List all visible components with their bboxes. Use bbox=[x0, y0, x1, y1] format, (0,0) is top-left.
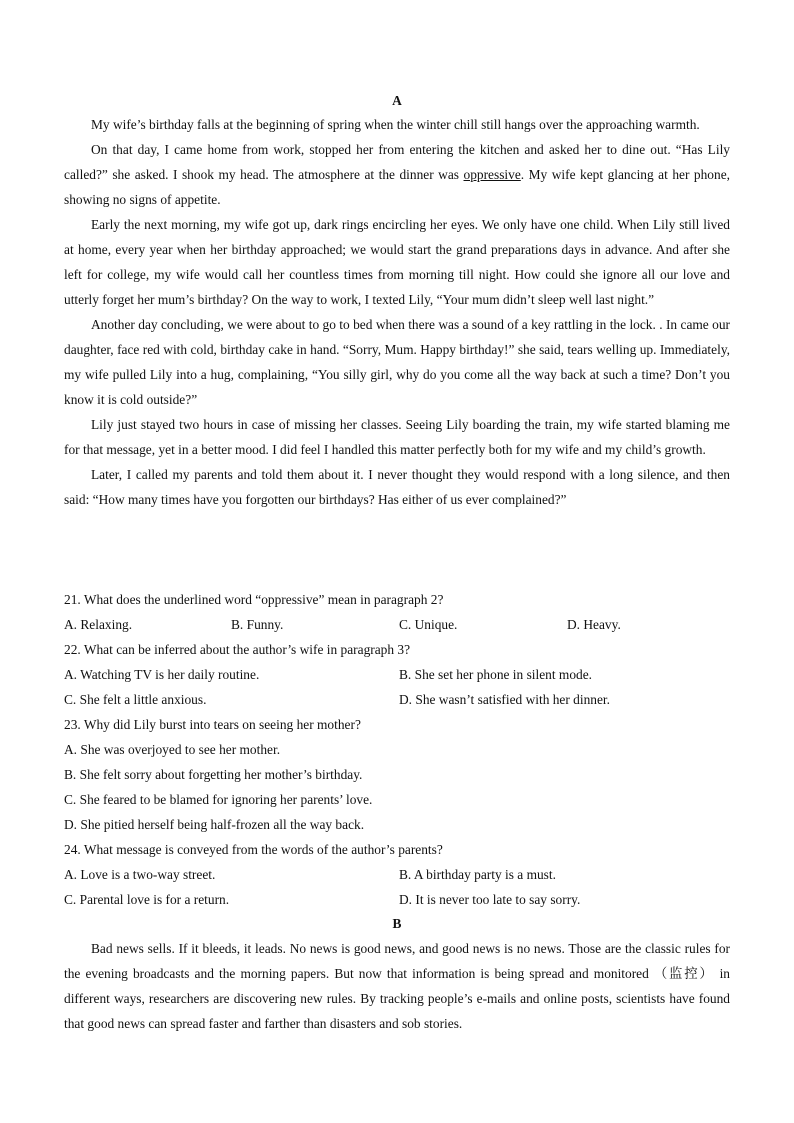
question-24-stem: 24. What message is conveyed from the words of the author’s parents? bbox=[64, 842, 443, 857]
passage-a-paragraph-1: My wife’s birthday falls at the beginning of spring when the winter chill still hangs over the approaching warmth. bbox=[91, 117, 700, 132]
question-22-option-c: C. She felt a little anxious. bbox=[64, 692, 207, 707]
paragraph-2-text-after: . My wife kept glancing at her phone, showing no signs of appetite. bbox=[64, 167, 730, 207]
passage-b bbox=[64, 936, 730, 1036]
question-24-option-a: A. Love is a two-way street. bbox=[64, 867, 216, 882]
question-22-option-b: B. She set her phone in silent mode. bbox=[399, 667, 593, 682]
question-21-option-a: A. Relaxing. bbox=[64, 617, 133, 632]
question-23-option-c: C. She feared to be blamed for ignoring her parents’ love. bbox=[64, 792, 373, 807]
section-a-heading: A bbox=[392, 93, 402, 108]
question-24-option-d: D. It is never too late to say sorry. bbox=[399, 892, 581, 907]
question-22-option-a: A. Watching TV is her daily routine. bbox=[64, 667, 260, 682]
question-23-option-d: D. She pitied herself being half-frozen all the way back. bbox=[64, 817, 365, 832]
question-21-option-b: B. Funny. bbox=[231, 617, 284, 632]
passage-a-paragraph-2 bbox=[64, 137, 730, 212]
question-21-option-d: D. Heavy. bbox=[567, 617, 621, 632]
question-22-stem: 22. What can be inferred about the author’s wife in paragraph 3? bbox=[64, 642, 411, 657]
section-b-heading: B bbox=[392, 916, 402, 931]
passage-b-paragraph-1: Bad news sells. If it bleeds, it leads. No news is good news, and good news is no news. Those are the classic rules for the evening broadcasts and the morning papers. But now that information is being spread and monitored （监控） in different ways, researchers are discovering new rules. By tracking people’s e-mails and online posts, scientists have found that good news can spread faster and farther than disasters and sob stories. bbox=[64, 941, 730, 1031]
question-21-option-c: C. Unique. bbox=[399, 617, 458, 632]
question-22-option-d: D. She wasn’t satisfied with her dinner. bbox=[399, 692, 610, 707]
underlined-word-oppressive: oppressive bbox=[463, 167, 521, 182]
paragraph-2-text-before: On that day, I came home from work, stopped her from entering the kitchen and asked her to dine out. “Has Lily called?” she asked. I shook my head. The atmosphere at the dinner was bbox=[64, 142, 730, 182]
passage-a-paragraph-5: Lily just stayed two hours in case of missing her classes. Seeing Lily boarding the train, my wife started blaming me for that message, yet in a better mood. I did feel I handled this matter perfectly both for my wife and my child’s growth. bbox=[64, 417, 730, 457]
question-23-option-a: A. She was overjoyed to see her mother. bbox=[64, 742, 281, 757]
question-24-option-b: B. A birthday party is a must. bbox=[399, 867, 556, 882]
passage-a-paragraph-3: Early the next morning, my wife got up, dark rings encircling her eyes. We only have one child. When Lily still lived at home, every year when her birthday approached; we would start the grand preparations days in advance. And after she left for college, my wife would call her countless times from morning till night. How could she ignore all our love and utterly forget her mum’s birthday? On the way to work, I texted Lily, “Your mum didn’t sleep well last night.” bbox=[64, 217, 730, 307]
question-21-stem: 21. What does the underlined word “oppressive” mean in paragraph 2? bbox=[64, 592, 444, 607]
passage-a-paragraph-4: Another day concluding, we were about to go to bed when there was a sound of a key rattling in the lock. . In came our daughter, face red with cold, birthday cake in hand. “Sorry, Mum. Happy birthday!” she said, tears welling up. Immediately, my wife pulled Lily into a hug, complaining, “You silly girl, why do you come all the way back at such a time? Don’t you know it is cold outside?” bbox=[64, 317, 730, 407]
question-24-option-c: C. Parental love is for a return. bbox=[64, 892, 230, 907]
question-23-option-b: B. She felt sorry about forgetting her mother’s birthday. bbox=[64, 767, 363, 782]
passage-a bbox=[64, 112, 730, 512]
passage-a-paragraph-6: Later, I called my parents and told them about it. I never thought they would respond with a long silence, and then said: “How many times have you forgotten our birthdays? Has either of us ever complained?” bbox=[64, 467, 730, 507]
question-23-stem: 23. Why did Lily burst into tears on seeing her mother? bbox=[64, 717, 361, 732]
